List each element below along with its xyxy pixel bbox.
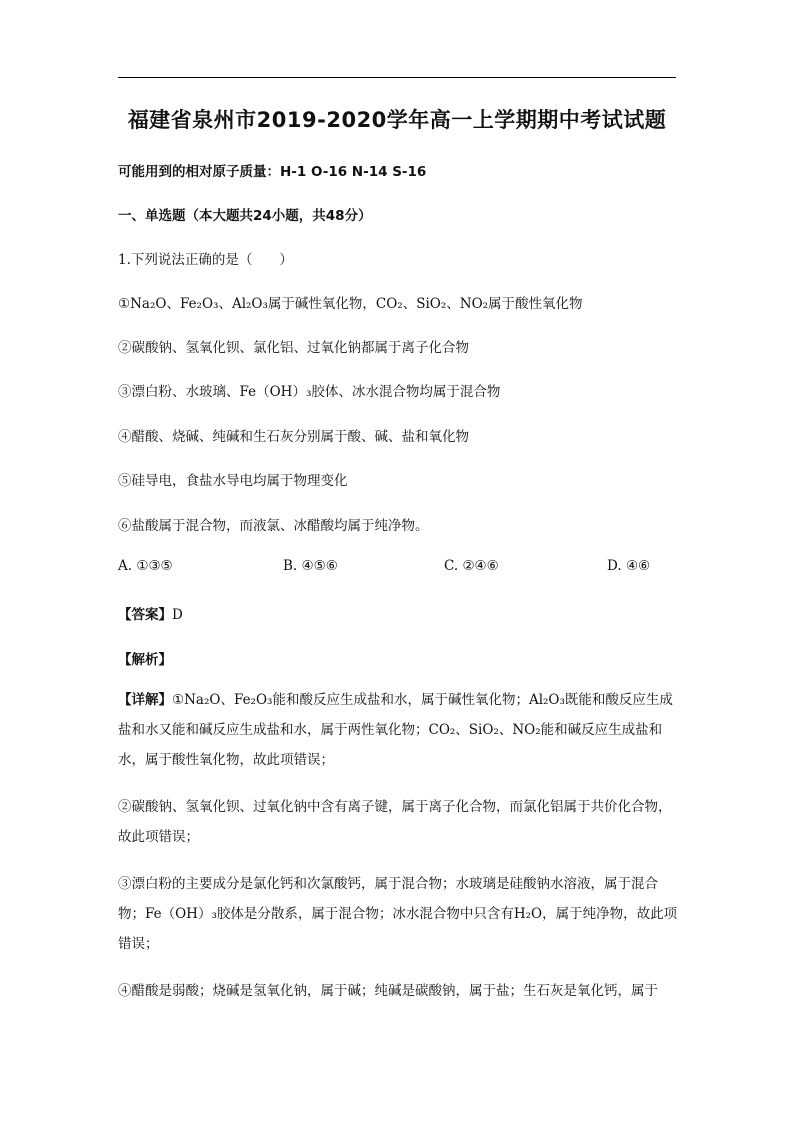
detail-paragraph-1	[118, 685, 678, 775]
option-c-letter: C.	[444, 558, 459, 574]
statement-2: ②碳酸钠、氢氧化钡、氯化铝、过氧化钠都属于离子化合物	[118, 340, 469, 356]
option-b-letter: B.	[283, 558, 298, 574]
header-rule	[118, 77, 676, 78]
detail-label: 【详解】	[118, 692, 172, 708]
question-stem: 1.下列说法正确的是（ ）	[118, 252, 293, 268]
answer-line	[118, 603, 678, 623]
answer-value: D	[172, 607, 183, 623]
detail-p1-text: ①Na₂O、Fe₂O₃能和酸反应生成盐和水，属于碱性氧化物；Al₂O₃既能和酸反应生成盐和水又能和碱反应生成盐和水，属于两性氧化物；CO₂、SiO₂、NO₂能和碱反应生成盐和水，属于酸性氧化物，故此项错误；	[118, 692, 673, 768]
statement-4: ④醋酸、烧碱、纯碱和生石灰分别属于酸、碱、盐和氧化物	[118, 429, 469, 445]
option-d-text: ④⑥	[625, 558, 651, 574]
option-d-letter: D.	[607, 558, 622, 574]
option-d	[607, 558, 650, 574]
page-title: 福建省泉州市2019-2020学年高一上学期期中考试试题	[127, 108, 667, 132]
option-c-text: ②④⑥	[462, 558, 499, 574]
option-c	[444, 558, 499, 574]
statement-1: ①Na₂O、Fe₂O₃、Al₂O₃属于碱性氧化物，CO₂、SiO₂、NO₂属于酸性氧化物	[118, 296, 583, 312]
section-heading: 一、单选题（本大题共24小题，共48分）	[118, 208, 372, 224]
detail-paragraph-4: ④醋酸是弱酸；烧碱是氢氧化钠，属于碱；纯碱是碳酸钠，属于盐；生石灰是氧化钙，属于	[118, 983, 658, 999]
atomic-mass-line: 可能用到的相对原子质量：H-1 O-16 N-14 S-16	[118, 164, 427, 180]
answer-label: 【答案】	[118, 607, 172, 623]
option-b	[283, 558, 338, 574]
statement-3: ③漂白粉、水玻璃、Fe（OH）₃胶体、冰水混合物均属于混合物	[118, 384, 501, 400]
statement-6: ⑥盐酸属于混合物，而液氯、冰醋酸均属于纯净物。	[118, 518, 429, 534]
detail-paragraph-3: ③漂白粉的主要成分是氯化钙和次氯酸钙，属于混合物；水玻璃是硅酸钠水溶液，属于混合物；Fe（OH）₃胶体是分散系，属于混合物；冰水混合物中只含有H₂O，属于纯净物，故此项错误；	[118, 876, 678, 952]
option-a-text: ①③⑤	[136, 558, 173, 574]
analysis-label: 【解析】	[118, 652, 172, 668]
detail-paragraph-2: ②碳酸钠、氢氧化钡、过氧化钠中含有离子键，属于离子化合物，而氯化铝属于共价化合物，故此项错误；	[118, 799, 672, 845]
option-a-letter: A.	[118, 558, 133, 574]
statement-5: ⑤硅导电，食盐水导电均属于物理变化	[118, 473, 348, 489]
option-b-text: ④⑤⑥	[301, 558, 338, 574]
option-a	[118, 558, 173, 574]
